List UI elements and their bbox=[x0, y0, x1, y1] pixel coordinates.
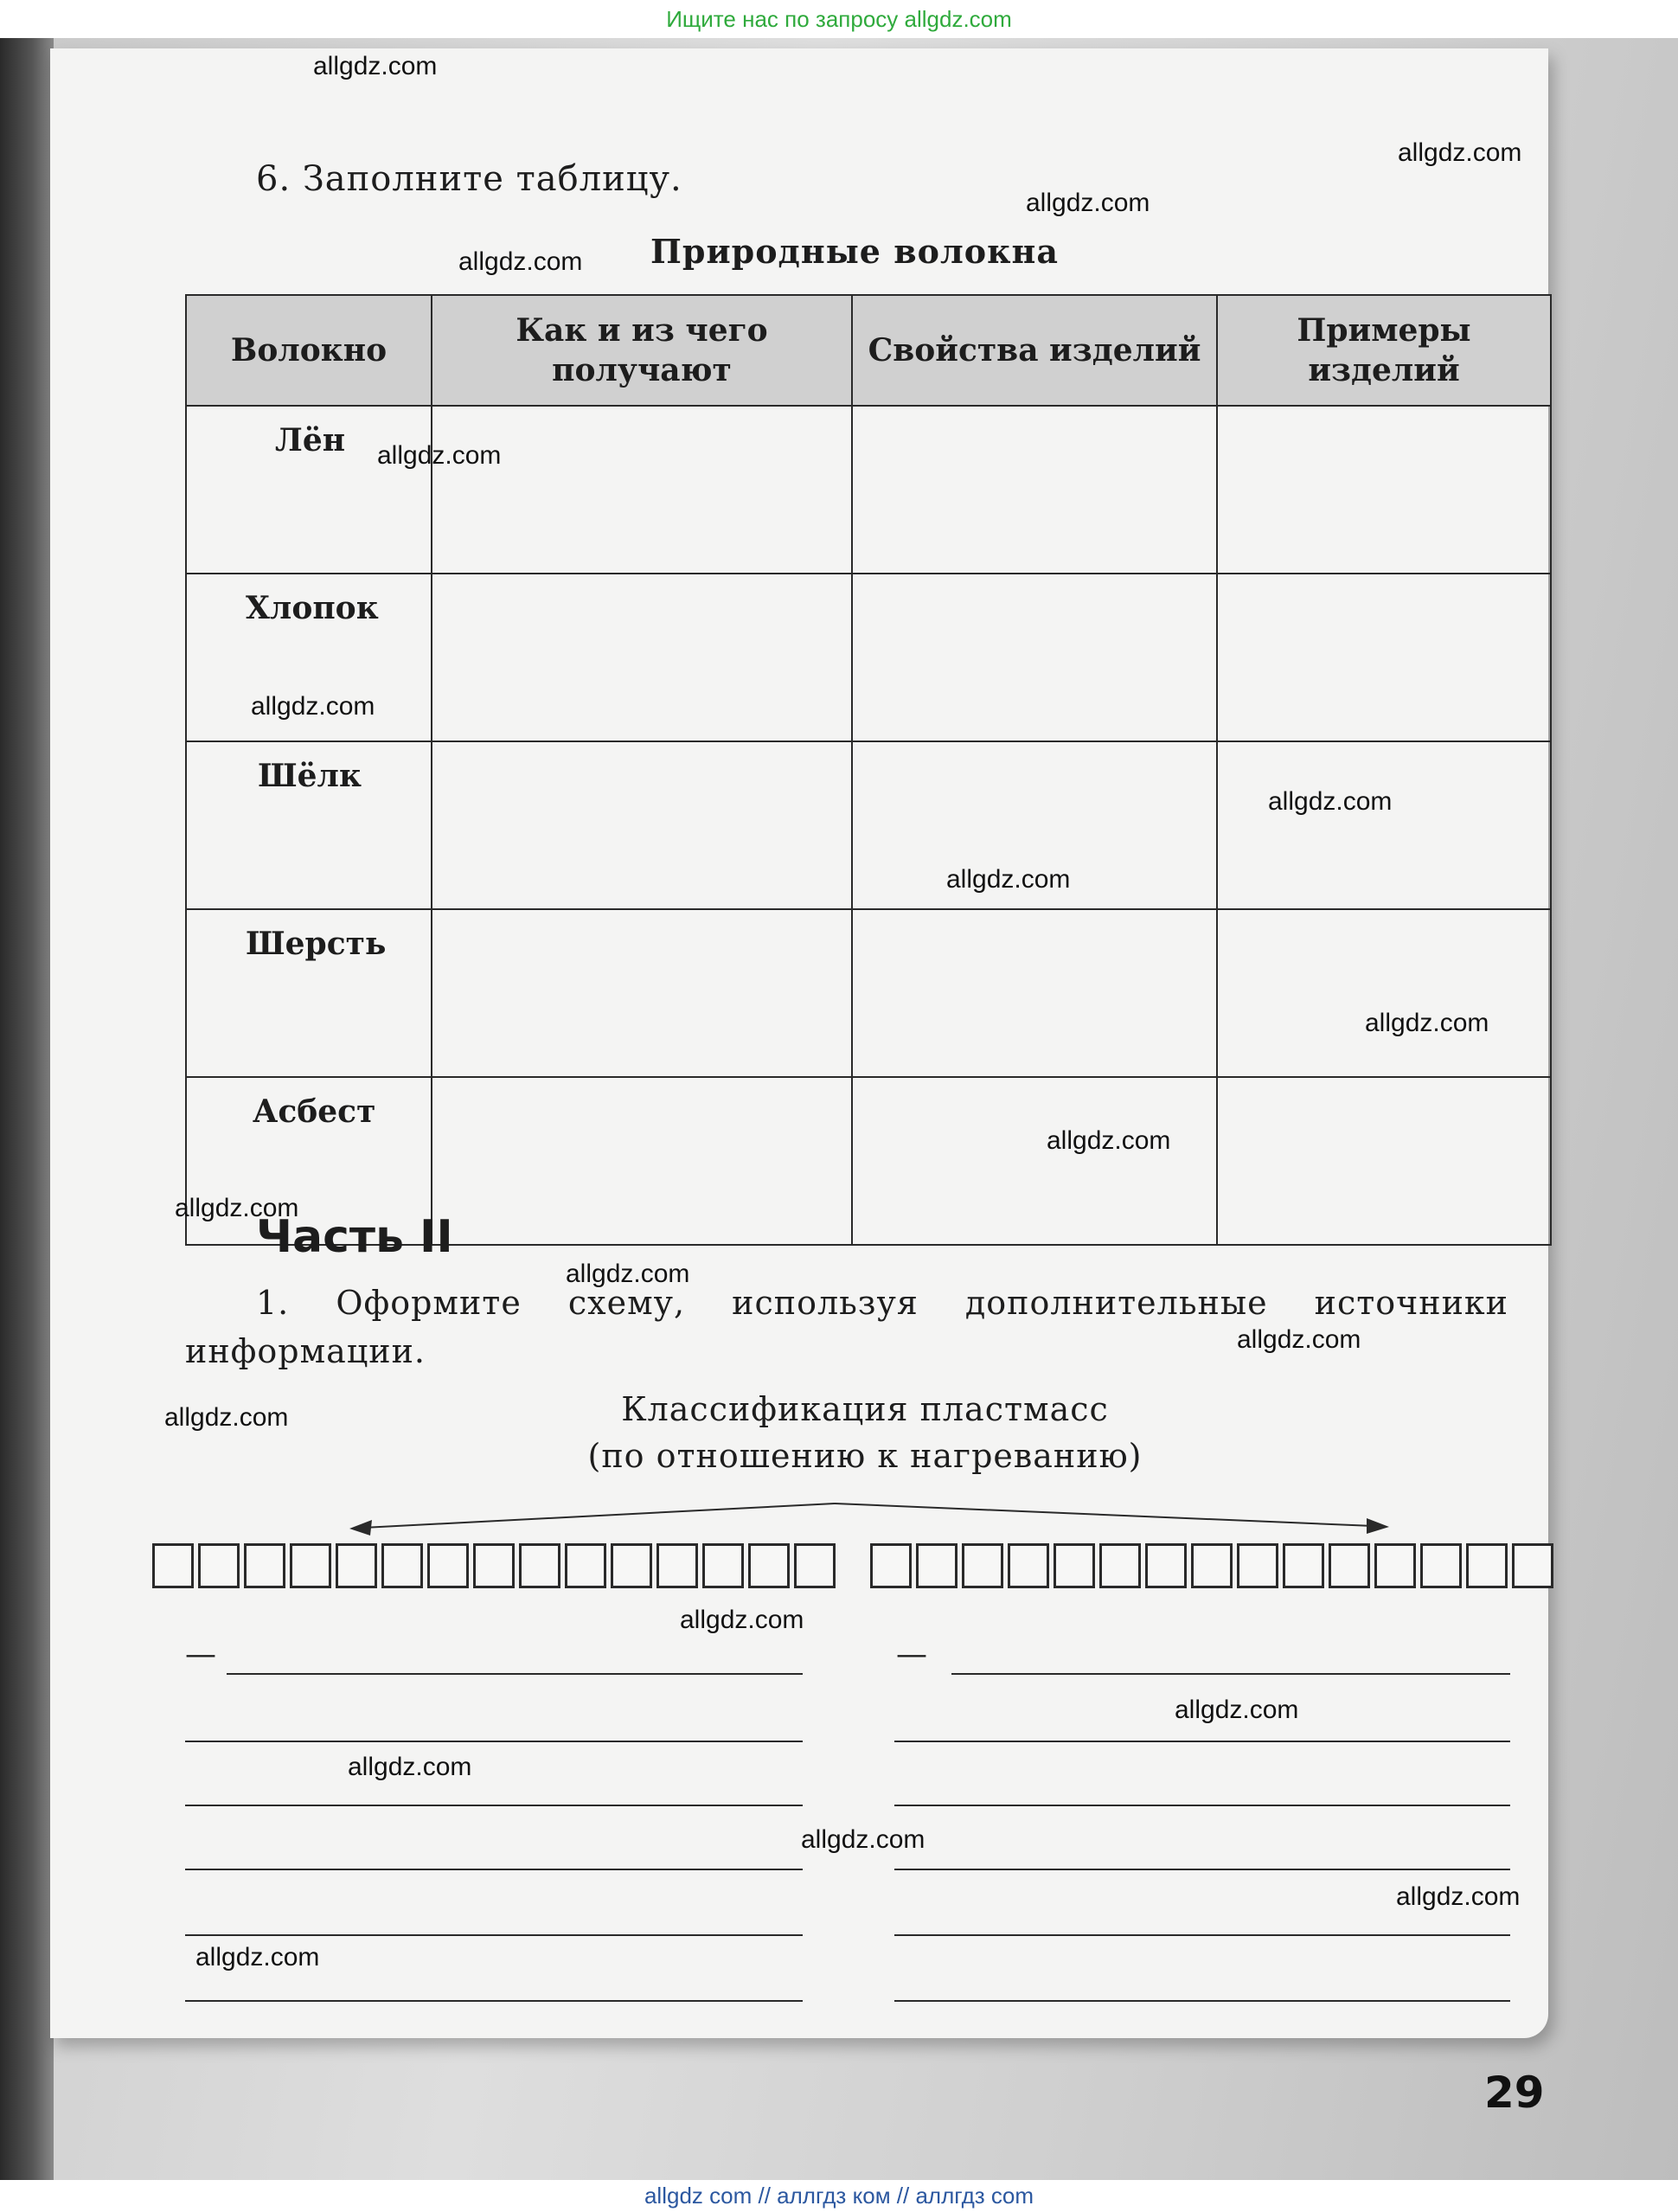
fiber-name-cell: Лён bbox=[186, 406, 432, 574]
letter-box[interactable] bbox=[1466, 1543, 1508, 1588]
letter-box[interactable] bbox=[1145, 1543, 1187, 1588]
letter-box[interactable] bbox=[794, 1543, 836, 1588]
right-dash: — bbox=[896, 1637, 927, 1672]
letter-box[interactable] bbox=[1420, 1543, 1462, 1588]
answer-line-right[interactable] bbox=[894, 1741, 1510, 1742]
answer-line-left[interactable] bbox=[185, 1869, 803, 1870]
scheme-title-line-2: (по отношению к нагреванию) bbox=[587, 1437, 1143, 1475]
letter-box[interactable] bbox=[1099, 1543, 1141, 1588]
part-2-task-1: 1. Оформите схему, используя дополнительные источники информации. bbox=[185, 1284, 1508, 1370]
left-arrow-line bbox=[363, 1504, 835, 1528]
letter-box[interactable] bbox=[198, 1543, 240, 1588]
letter-box[interactable] bbox=[962, 1543, 1003, 1588]
answer-line-right[interactable] bbox=[894, 1805, 1510, 1806]
watermark: allgdz.com bbox=[164, 1403, 289, 1432]
right-arrow-line bbox=[835, 1504, 1374, 1526]
watermark: allgdz.com bbox=[348, 1753, 472, 1781]
answer-line-left[interactable] bbox=[185, 2000, 803, 2002]
answer-line-left[interactable] bbox=[185, 1934, 803, 1936]
letter-box[interactable] bbox=[152, 1543, 194, 1588]
page-number: 29 bbox=[1484, 2068, 1545, 2118]
letter-box[interactable] bbox=[656, 1543, 698, 1588]
letter-box[interactable] bbox=[1374, 1543, 1416, 1588]
answer-line-right[interactable] bbox=[894, 1934, 1510, 1936]
left-arrowhead bbox=[349, 1520, 372, 1536]
letter-box[interactable] bbox=[1283, 1543, 1324, 1588]
watermark: allgdz.com bbox=[1398, 138, 1522, 167]
watermark: allgdz.com bbox=[195, 1943, 320, 1972]
task-6-title: 6. Заполните таблицу. bbox=[256, 159, 682, 199]
watermark: allgdz.com bbox=[1365, 1009, 1489, 1037]
letter-box[interactable] bbox=[870, 1543, 912, 1588]
right-arrowhead bbox=[1367, 1518, 1389, 1534]
answer-line-left[interactable] bbox=[185, 1805, 803, 1806]
answer-line-right[interactable] bbox=[894, 2000, 1510, 2002]
letter-box[interactable] bbox=[336, 1543, 377, 1588]
letter-box[interactable] bbox=[244, 1543, 285, 1588]
watermark: allgdz.com bbox=[175, 1194, 299, 1222]
bottom-banner[interactable]: allgdz com // аллгдз ком // аллгдз com bbox=[644, 2183, 1034, 2209]
letter-box[interactable] bbox=[427, 1543, 469, 1588]
watermark: allgdz.com bbox=[251, 692, 375, 721]
watermark: allgdz.com bbox=[458, 247, 583, 276]
column-header: Свойства изделий bbox=[852, 295, 1217, 406]
letter-box[interactable] bbox=[1329, 1543, 1370, 1588]
fiber-name-cell: Шёлк bbox=[186, 741, 432, 909]
watermark: allgdz.com bbox=[801, 1825, 925, 1854]
watermark: allgdz.com bbox=[1237, 1325, 1361, 1354]
fiber-name-cell: Асбест bbox=[186, 1077, 432, 1245]
letter-box[interactable] bbox=[1008, 1543, 1049, 1588]
letter-box[interactable] bbox=[748, 1543, 790, 1588]
answer-line-left[interactable] bbox=[185, 1741, 803, 1742]
left-dash: — bbox=[185, 1637, 216, 1672]
letter-box[interactable] bbox=[473, 1543, 515, 1588]
answer-line-left[interactable] bbox=[227, 1673, 803, 1675]
watermark: allgdz.com bbox=[566, 1260, 690, 1288]
letter-box[interactable] bbox=[611, 1543, 652, 1588]
letter-box[interactable] bbox=[381, 1543, 423, 1588]
scheme-title-line-1: Классификация пластмасс bbox=[621, 1390, 1109, 1428]
letter-box[interactable] bbox=[565, 1543, 606, 1588]
fiber-name-cell: Шерсть bbox=[186, 909, 432, 1077]
top-banner[interactable]: Ищите нас по запросу allgdz.com bbox=[666, 6, 1012, 32]
letter-box[interactable] bbox=[916, 1543, 957, 1588]
table-caption: Природные волокна bbox=[650, 232, 1059, 271]
column-header: Примеры изделий bbox=[1217, 295, 1551, 406]
fiber-name-cell: Хлопок bbox=[186, 574, 432, 741]
watermark: allgdz.com bbox=[377, 441, 502, 470]
letter-box[interactable] bbox=[1237, 1543, 1278, 1588]
watermark: allgdz.com bbox=[1268, 787, 1393, 816]
answer-line-right[interactable] bbox=[951, 1673, 1510, 1675]
watermark: allgdz.com bbox=[946, 865, 1071, 894]
letter-box[interactable] bbox=[519, 1543, 560, 1588]
watermark: allgdz.com bbox=[313, 52, 438, 80]
right-answer-boxes[interactable] bbox=[870, 1543, 1558, 1590]
watermark: allgdz.com bbox=[1047, 1126, 1171, 1155]
watermark: allgdz.com bbox=[1396, 1882, 1521, 1911]
left-answer-boxes[interactable] bbox=[152, 1543, 840, 1590]
column-header: Как и из чего получают bbox=[432, 295, 852, 406]
letter-box[interactable] bbox=[1191, 1543, 1233, 1588]
letter-box[interactable] bbox=[1054, 1543, 1095, 1588]
column-header: Волокно bbox=[186, 295, 432, 406]
watermark: allgdz.com bbox=[1175, 1696, 1299, 1724]
letter-box[interactable] bbox=[290, 1543, 331, 1588]
answer-line-right[interactable] bbox=[894, 1869, 1510, 1870]
watermark: allgdz.com bbox=[680, 1606, 804, 1634]
watermark: allgdz.com bbox=[1026, 189, 1150, 217]
part-2-heading: Часть II bbox=[256, 1211, 453, 1263]
letter-box[interactable] bbox=[1512, 1543, 1553, 1588]
letter-box[interactable] bbox=[702, 1543, 744, 1588]
